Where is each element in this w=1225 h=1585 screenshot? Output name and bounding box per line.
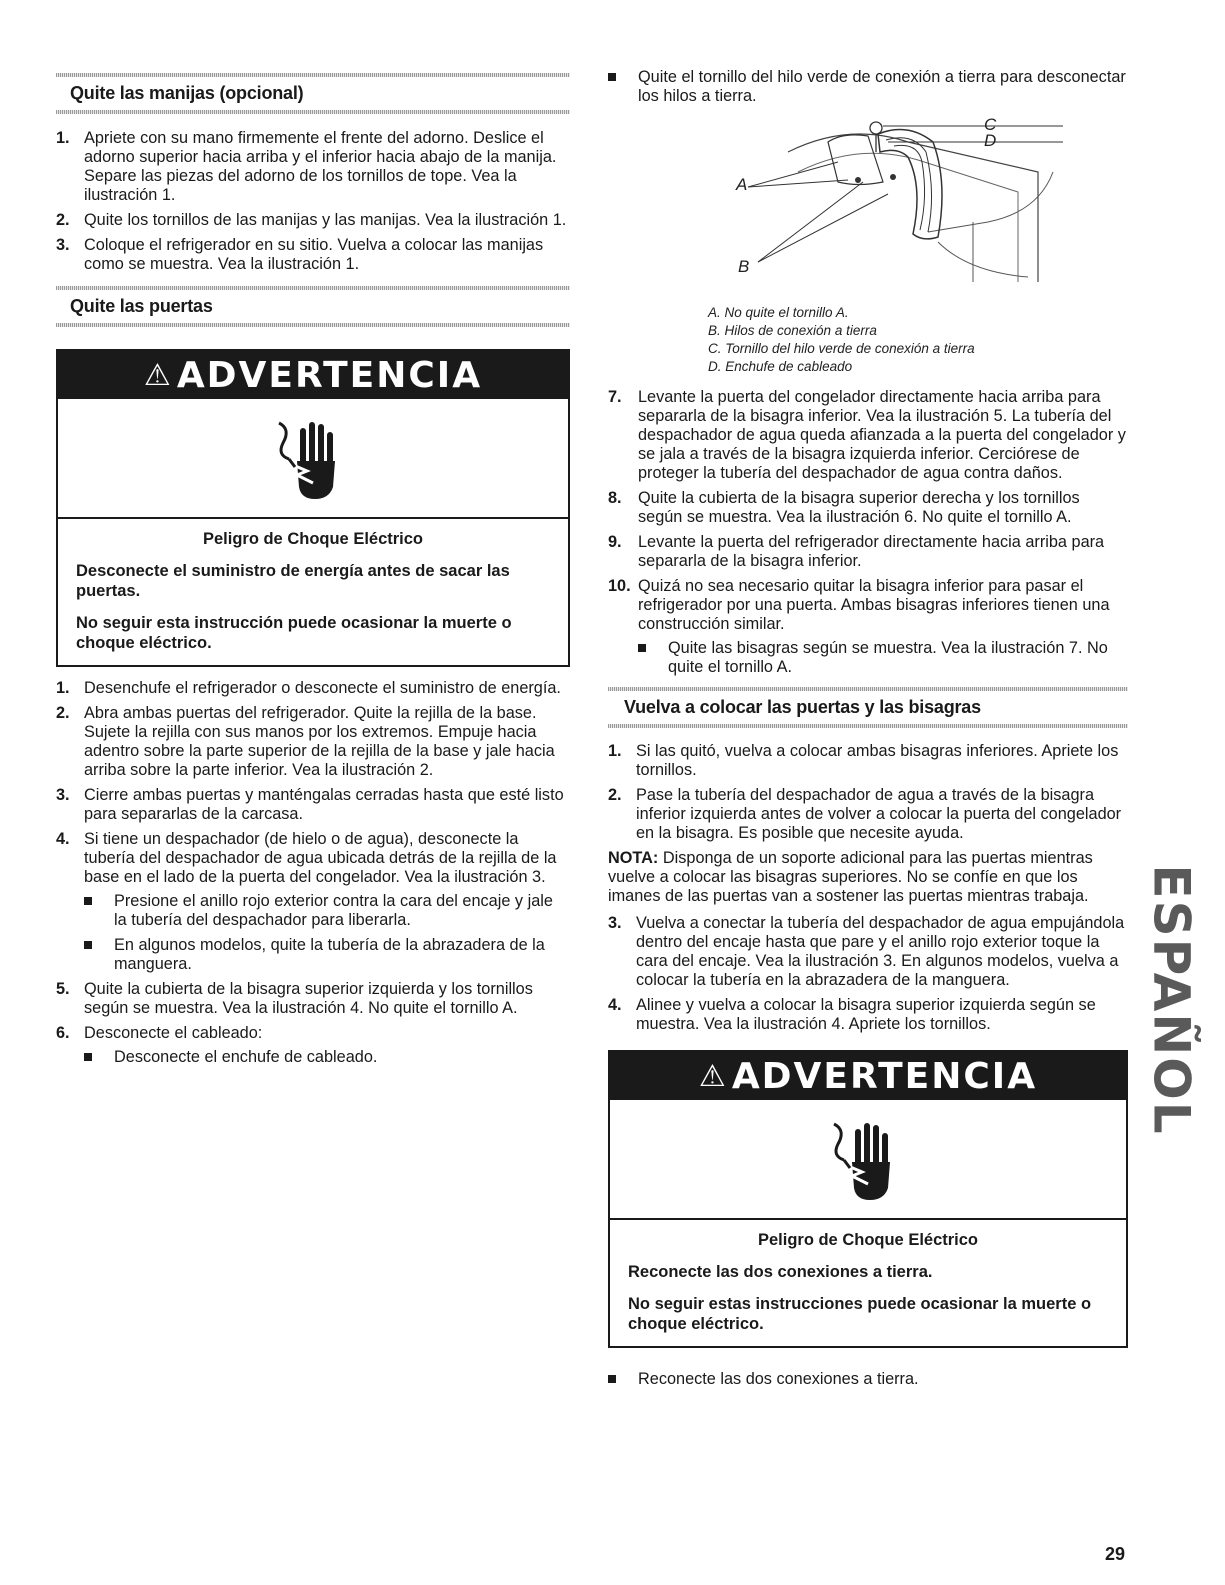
warning-title: ADVERTENCIA	[731, 1055, 1038, 1097]
section-title-remove-doors: Quite las puertas	[70, 296, 213, 316]
warning-box	[56, 349, 570, 667]
bullet-item: Presione el anillo rojo exterior contra la cara del encaje y jale la tubería del despachador para liberarla.	[84, 892, 570, 930]
hazard-title: Peligro de Choque Eléctrico	[757, 1231, 979, 1249]
section-divider	[608, 724, 1128, 728]
list-item: 4. Alinee y vuelva a colocar la bisagra superior izquierda según se muestra. Vea la ilustración 4. Apriete los tornillos.	[608, 996, 1096, 1033]
bullet-list	[608, 68, 1128, 106]
hazard-title: Peligro de Choque Eléctrico	[202, 530, 424, 548]
warning-instruction: Desconecte el suministro de energía antes de sacar las puertas.	[76, 562, 510, 600]
page-number: 29	[1104, 1544, 1125, 1564]
legend-item: C. Tornillo del hilo verde de conexión a tierra	[708, 341, 975, 356]
list-item: 2. Pase la tubería del despachador de agua a través de la bisagra inferior izquierda antes de volver a colocar la puerta del congelador en la bisagra. Es posible que necesite ayuda.	[608, 786, 1122, 842]
figure-label-b: B	[738, 257, 750, 276]
warning-consequence: No seguir estas instrucciones puede ocasionar la muerte o choque eléctrico.	[628, 1295, 1092, 1333]
replace-doors-steps	[608, 742, 1128, 843]
figure-label-c: C	[984, 115, 997, 134]
note-text: Disponga de un soporte adicional para las puertas mientras vuelve a colocar las bisagras superiores. No se confíe en que los imanes de las puertas van a sostener las puertas mientras trabaja.	[608, 849, 1093, 905]
bullet-item: Reconecte las dos conexiones a tierra.	[608, 1370, 1128, 1389]
warning-triangle-icon: ⚠	[698, 1058, 728, 1094]
list-item: 3. Vuelva a conectar la tubería del despachador de agua empujándola dentro del encaje hasta que pare y el anillo rojo exterior toque la cara del encaje. Vea la ilustración 3. En algunos modelos, vuelva a colocar la tubería en la abrazadera de la manguera.	[608, 914, 1125, 989]
list-item: 5. Quite la cubierta de la bisagra superior izquierda y los tornillos según se muestra. Vea la ilustración 4. No quite el tornillo A.	[56, 980, 533, 1017]
remove-doors-steps	[56, 679, 570, 1067]
list-item: 4. Si tiene un despachador (de hielo o de agua), desconecte la tubería del despachador de agua ubicada detrás de la rejilla de la base en el lado de la puerta del congelador. Vea la ilustración 3. Presione el anillo rojo exterior contra la cara del encaje y jale la tubería del despachador para liberarla. En algunos modelos, quite la tubería de la abrazadera de la manguera.	[56, 830, 570, 974]
language-side-tab	[1143, 800, 1202, 1200]
list-item: 7. Levante la puerta del congelador directamente hacia arriba para separarla de la bisagra inferior. Vea la ilustración 5. La tubería del despachador de agua queda afianzada a la puerta del congelador y se jala a través de la bisagra izquierda inferior. Cerciórese de proteger la tubería del despachador de agua contra daños.	[608, 388, 1126, 482]
remove-handles-steps	[56, 129, 570, 274]
list-item: 3. Cierre ambas puertas y manténgalas cerradas hasta que esté listo para separarlas de la carcasa.	[56, 786, 564, 823]
warning-text	[610, 1218, 1126, 1346]
list-item: 10. Quizá no sea necesario quitar la bisagra inferior para pasar el refrigerador por una puerta. Ambas bisagras inferiores tienen una construcción similar. Quite las bisagras según se muestra. Vea la ilustración 7. No quite el tornillo A.	[608, 577, 1128, 677]
bullet-list	[638, 639, 1128, 677]
language-label: ESPAÑOL	[1143, 864, 1202, 1136]
warning-title: ADVERTENCIA	[176, 354, 483, 396]
note-paragraph	[608, 849, 1128, 906]
warning-triangle-icon: ⚠	[143, 357, 173, 393]
remove-doors-steps-continued	[608, 388, 1128, 677]
warning-header	[610, 1052, 1126, 1100]
section-title-replace-doors: Vuelva a colocar las puertas y las bisagras	[624, 697, 981, 717]
wiring-diagram	[708, 112, 1128, 300]
bullet-list	[84, 892, 570, 974]
warning-text	[58, 517, 568, 665]
warning-instruction: Reconecte las dos conexiones a tierra.	[628, 1263, 933, 1281]
section-divider	[56, 110, 570, 114]
bullet-item: En algunos modelos, quite la tubería de la abrazadera de la manguera.	[84, 936, 570, 974]
warning-consequence: No seguir esta instrucción puede ocasionar la muerte o choque eléctrico.	[76, 614, 512, 652]
legend-item: A. No quite el tornillo A.	[708, 305, 849, 320]
figure-legend	[708, 304, 1128, 376]
list-item: 3. Coloque el refrigerador en su sitio. Vuelva a colocar las manijas como se muestra. Vea la ilustración 1.	[56, 236, 544, 273]
replace-doors-steps-continued	[608, 914, 1128, 1034]
list-item: 6. Desconecte el cableado: Desconecte el enchufe de cableado.	[56, 1024, 570, 1067]
section-divider	[56, 323, 570, 327]
electric-shock-icon	[58, 399, 568, 517]
left-column	[56, 0, 570, 1073]
list-item: 1. Si las quitó, vuelva a colocar ambas bisagras inferiores. Apriete los tornillos.	[608, 742, 1119, 779]
figure-label-d: D	[984, 131, 997, 150]
list-item: 9. Levante la puerta del refrigerador directamente hacia arriba para separarla de la bisagra inferior.	[608, 533, 1105, 570]
warning-header	[58, 351, 568, 399]
warning-box	[608, 1050, 1128, 1348]
list-item: 8. Quite la cubierta de la bisagra superior derecha y los tornillos según se muestra. Vea la ilustración 6. No quite el tornillo A.	[608, 489, 1080, 526]
right-column	[608, 0, 1128, 1395]
bullet-list	[608, 1370, 1128, 1389]
list-item: 1. Desenchufe el refrigerador o desconecte el suministro de energía.	[56, 679, 561, 697]
bullet-list	[84, 1048, 570, 1067]
bullet-item: Desconecte el enchufe de cableado.	[84, 1048, 570, 1067]
list-item: 1. Apriete con su mano firmemente el frente del adorno. Deslice el adorno superior hacia arriba y el inferior hacia abajo de la manija. Separe las piezas del adorno de los tornillos de tope. Vea la ilustración 1.	[56, 129, 557, 204]
list-item: 2. Abra ambas puertas del refrigerador. Quite la rejilla de la base. Sujete la rejilla con sus manos por los extremos. Empuje hacia adentro sobre la parte superior de la rejilla de la base y jale hacia arriba sobre la parte inferior. Vea la ilustración 2.	[56, 704, 555, 779]
list-item: 2. Quite los tornillos de las manijas y las manijas. Vea la ilustración 1.	[56, 211, 567, 229]
bullet-item: Quite las bisagras según se muestra. Vea la ilustración 7. No quite el tornillo A.	[638, 639, 1128, 677]
ground-wire-illustration	[608, 112, 1128, 300]
section-title-remove-handles: Quite las manijas (opcional)	[70, 83, 304, 103]
figure-label-a: A	[736, 175, 748, 194]
note-label: NOTA:	[608, 849, 659, 867]
legend-item: B. Hilos de conexión a tierra	[708, 323, 877, 338]
legend-item: D. Enchufe de cableado	[708, 359, 853, 374]
bullet-item: Quite el tornillo del hilo verde de conexión a tierra para desconectar los hilos a tierra.	[608, 68, 1128, 106]
electric-shock-icon	[610, 1100, 1126, 1218]
